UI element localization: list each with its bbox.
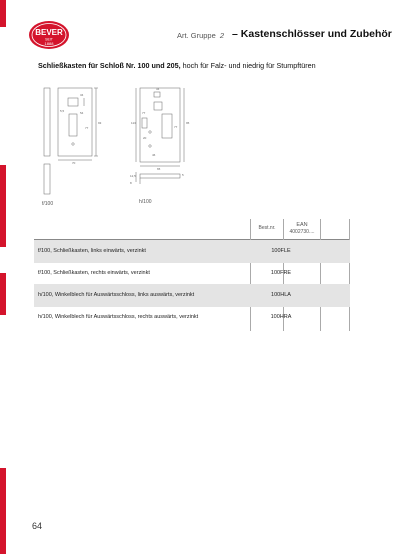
dimension-label: 46 (152, 153, 156, 157)
logo-text-main: BEVER (35, 28, 63, 37)
logo-text-year: 1888 (44, 41, 54, 46)
dimension-label: 77 (174, 125, 178, 129)
figure-label-f100: f/100 (42, 201, 54, 207)
table-row (34, 284, 350, 307)
dimension-label: 77 (85, 126, 89, 130)
table-row (34, 262, 350, 285)
margin-tab (0, 468, 6, 554)
dimension-label: 5,5 (60, 109, 65, 113)
column-header-ean-prefix: 4002730.... (289, 229, 315, 235)
table-row (34, 306, 350, 329)
group-label-text: Art. Gruppe (177, 31, 216, 40)
dimension-label: 5 (182, 173, 184, 177)
dimension-label: 77 (142, 111, 146, 115)
section-title-bold: Schließkasten für Schloß Nr. 100 und 205, (38, 61, 181, 70)
dimension-label: 70 (72, 161, 76, 165)
technical-drawing-h100 (130, 84, 208, 199)
category-title: Kastenschlösser und Zubehör (240, 28, 392, 40)
dimension-label: 93 (98, 121, 102, 125)
column-header-ean: EAN (296, 222, 308, 228)
row-article-number: 100HLA (271, 292, 291, 298)
dimension-label: 95 (186, 121, 190, 125)
dimension-label: 54 (80, 111, 84, 115)
dimension-label: 113 (131, 121, 136, 125)
logo-text-since: SEIT (45, 37, 53, 42)
dimension-label: 34 (156, 87, 160, 91)
margin-tab (0, 273, 6, 315)
column-header-bestnr: Best.nr. (258, 225, 276, 231)
dimension-label: 65 (157, 167, 161, 171)
row-description: h/100, Winkelblech für Auswärtsschloss, rechts auswärts, verzinkt (38, 314, 199, 320)
page-number: 64 (32, 521, 43, 531)
technical-drawing-f100 (36, 84, 118, 204)
group-number: 2 (219, 31, 225, 40)
page-category (232, 28, 392, 40)
dimension-label: 8 (130, 181, 132, 185)
row-description: f/100, Schließkasten, rechts einwärts, verzinkt (38, 270, 150, 276)
row-description: f/100, Schließkasten, links einwärts, verzinkt (38, 248, 146, 254)
row-article-number: 100FLE (271, 248, 291, 254)
dimension-label: 12,5 (130, 174, 136, 178)
table-row (34, 240, 350, 263)
figure-label-h100: h/100 (139, 199, 152, 205)
row-description: h/100, Winkelblech für Auswärtsschloss, links auswärts, verzinkt (38, 292, 195, 298)
row-article-number: 100HRA (270, 314, 292, 320)
margin-tab (0, 165, 6, 247)
dimension-label: 20 (143, 136, 147, 140)
bever-logo (28, 20, 70, 50)
margin-tab (0, 0, 6, 27)
group-label (177, 31, 224, 40)
header-dash: – (232, 28, 238, 40)
row-article-number: 100FRE (270, 270, 292, 276)
section-title (38, 61, 316, 70)
section-title-rest: hoch für Falz- und niedrig für Stumpftüren (180, 61, 316, 70)
dimension-label: 34 (80, 93, 84, 97)
